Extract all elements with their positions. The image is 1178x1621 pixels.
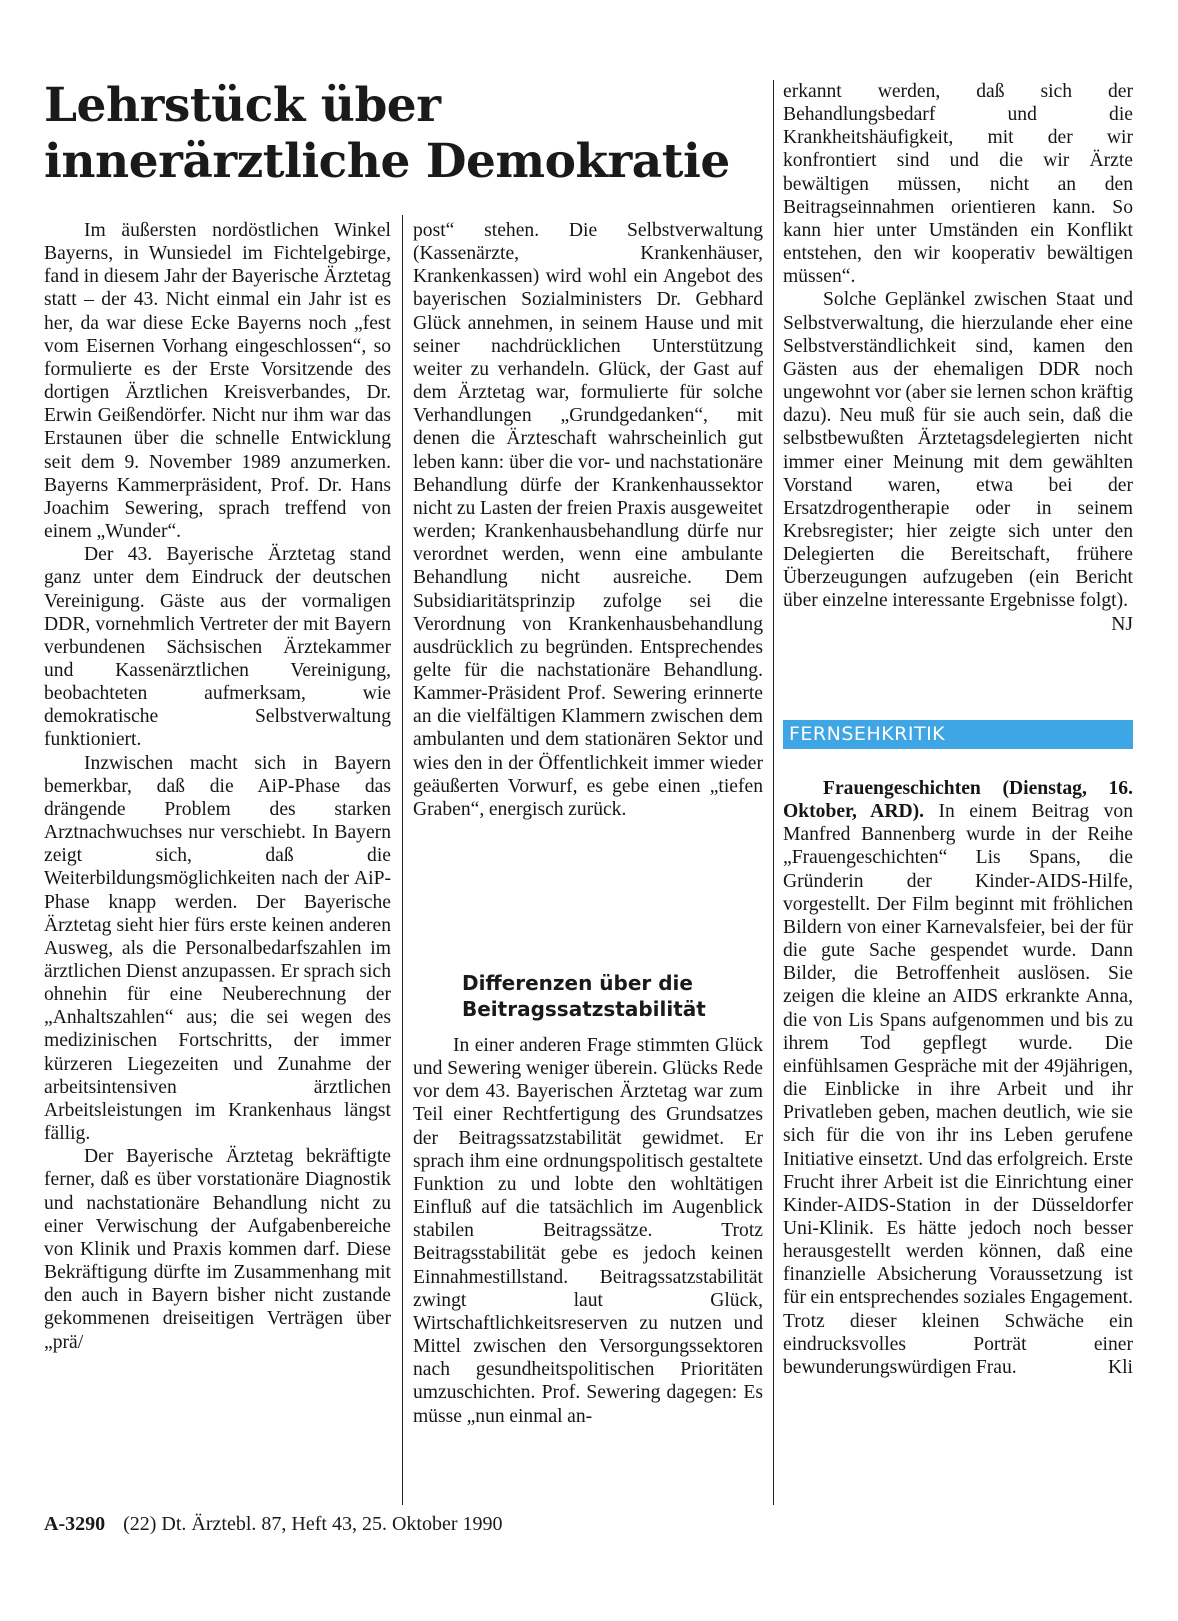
review-signature: Kli bbox=[1107, 1356, 1133, 1378]
paragraph: Im äußersten nordöstlichen Winkel Bayerns, in Wunsiedel im Fichtelgebirge, fand in diesem Jahr der Bayerische Ärztetag statt – der 43. Nicht einmal ein Jahr ist es her, da war diese Ecke Bayerns noch „fest vom Eisernen Vorhang eingeschlossen“, so formulierte es der Erste Vorsitzende des dortigen Ärztlichen Kreisverbandes, Dr. Erwin Geißendörfer. Nicht nur ihm war das Erstaunen über die schnelle Entwicklung seit dem 9. November 1989 anzumerken. Bayerns Kammerpräsident, Prof. Dr. Hans Joachim Sewering, sprach treffend von einem „Wunder“. bbox=[44, 220, 391, 543]
section-label: FERNSEHKRITIK bbox=[789, 723, 946, 745]
section-banner bbox=[783, 720, 1133, 749]
review-body: In einem Beitrag von Manfred Bannenberg wurde in der Reihe „Frauengeschichten“ Lis Spans, die Gründerin der Kinder-AIDS-Hilfe, vorgestellt. Der Film beginnt mit fröhlichen Bildern von einer Karnevalsfeier, bei der für die gute Sache gespendet wurde. Dann Bilder, die Betroffenheit auslösen. Sie zeigen die kleine an AIDS erkrankte Anna, die von Lis Spans aufgenommen und bis zu ihrem Tod gepflegt wurde. Die einfühlsamen Gespräche mit der 49jährigen, die Einblicke in ihre Arbeit und ihr Privatleben geben, machen deutlich, wie sie sich für die von ihr ins Leben gerufene Initiative einsetzt. Und das erfolgreich. Erste Frucht ihrer Arbeit ist die Einrichtung einer Kinder-AIDS-Station in der Düsseldorfer Uni-Klinik. Es hätte jedoch noch besser herausgestellt werden können, daß eine finanzielle Absicherung Voraussetzung ist für ein entsprechendes soziales Engagement. Trotz dieser kleinen Schwäche ein eindrucksvolles Porträt einer bewunderungswürdigen Frau. bbox=[783, 801, 1133, 1378]
article-column-2 bbox=[413, 219, 763, 821]
tv-review bbox=[783, 777, 1133, 1379]
article-headline: Lehrstück über innerärztliche Demokratie bbox=[44, 78, 730, 189]
paragraph: Der 43. Bayerische Ärztetag stand ganz unter dem Eindruck der deutschen Vereinigung. Gäste aus der vormaligen DDR, vornehmlich Vertreter der mit Bayern verbundenen Sächsischen Ärztekammer und Kassenärztlichen Vereinigung, beobachteten aufmerksam, wie demokratische Selbstverwaltung funktioniert. bbox=[44, 544, 391, 751]
review-lead: Frauengeschichten (Dienstag, 16. Oktober, ARD). bbox=[783, 778, 1133, 823]
paragraph bbox=[783, 777, 1133, 1379]
paragraph: Inzwischen macht sich in Bayern bemerkbar, daß die AiP-Phase das drängende Problem des starken Arztnachwuchses nur verschiebt. In Bayern zeigt sich, daß die Weiterbildungsmöglichkeiten nach der AiP-Phase knapp werden. Der Bayerische Ärztetag sieht hier fürs erste keinen anderen Ausweg, als die Personalbedarfszahlen im ärztlichen Dienst anzupassen. Er sprach sich ohnehin für eine Neuberechnung der „Anhaltszahlen“ aus; die sei wegen des medizinischen Fortschritts, der immer kürzeren Liegezeiten und Zunahme der arbeitsintensiven ärztlichen Arbeitsleistungen im Krankenhaus längst fällig. bbox=[44, 752, 391, 1145]
paragraph-text: Solche Geplänkel zwischen Staat und Selbstverwaltung, die hierzulande eher eine Selbstverständlichkeit sind, kamen den Gästen aus der ehemaligen DDR noch ungewohnt vor (aber sie lernen schon kräftig dazu). Neu muß für sie auch sein, daß die selbstbewußten Ärztetagsdelegierten nicht immer einer Meinung mit dem gewählten Vorstand waren, etwa bei der Ersatzdrogentherapie oder in seinem Krebsregister; hier zeigte sich unter den Delegierten die Bereitschaft, frühere Überzeugungen aufzugeben (ein Bericht über einzelne interessante Ergebnisse folgt). bbox=[783, 289, 1133, 612]
paragraph: In einer anderen Frage stimmten Glück und Sewering weniger überein. Glücks Rede vor dem 43. Bayerischen Ärztetag war zum Teil einer Rechtfertigung des Grundsatzes der Beitragssatzstabilität gewidmet. Er sprach ihm eine ordnungspolitisch gestaltete Funktion zu und lobte den wohltätigen Einfluß auf die tatsächlich im Augenblick stabilen Beitragssätze. Trotz Beitragsstabilität gebe es jedoch keinen Einnahmestillstand. Beitragssatzstabilität zwingt laut Glück, Wirtschaftlichkeitsreserven zu nutzen und Mittel zwischen den Versorgungssektoren nach gesundheitspolitischen Prioritäten umzuschichten. Prof. Sewering dagegen: Es müsse „nun einmal an- bbox=[413, 1035, 763, 1427]
paragraph: Der Bayerische Ärztetag bekräftigte ferner, daß es über vorstationäre Diagnostik und nachstationäre Behandlung nicht zu einer Verwischung der Aufgabenbereiche von Klinik und Praxis kommen darf. Diese Bekräftigung dürfte im Zusammenhang mit den auch in Bayern bisher nicht zustande gekommenen dreiseitigen Verträgen über „prä/ bbox=[44, 1146, 391, 1353]
page-footer bbox=[44, 1512, 502, 1536]
paragraph: post“ stehen. Die Selbstverwaltung (Kassenärzte, Krankenhäuser, Krankenkassen) wird wohl ein Angebot des bayerischen Sozialministers Dr. Gebhard Glück annehmen, in seinem Hause und mit seiner nachdrücklichen Unterstützung weiter zu verhandeln. Glück, der Gast auf dem Ärztetag war, formulierte für solche Verhandlungen „Grundgedanken“, mit denen die Ärzteschaft wahrscheinlich gut leben kann: über die vor- und nachstationäre Behandlung dürfe der Krankenhaussektor nicht zu Lasten der freien Praxis ausgeweitet werden; Krankenhausbehandlung dürfe nur verordnet werden, wenn eine ambulante Behandlung nicht ausreiche. Dem Subsidiaritätsprinzip zufolge sei die Verordnung von Krankenhausbehandlung ausdrücklich zu begründen. Entsprechendes gelte für die nachstationäre Behandlung. Kammer-Präsident Prof. Sewering erinnerte an die vielfältigen Klammern zwischen dem ambulanten und dem stationären Sektor und wies den in der Öffentlichkeit immer wieder geäußerten Vorwurf, es gebe einen „tiefen Graben“, energisch zurück. bbox=[413, 220, 763, 820]
paragraph bbox=[783, 288, 1133, 635]
article-column-3 bbox=[783, 80, 1133, 636]
column-divider bbox=[402, 215, 403, 1505]
column-divider bbox=[773, 80, 774, 1505]
article-column-1 bbox=[44, 219, 391, 1354]
article-subheading: Differenzen über die Beitragssatzstabilität bbox=[462, 971, 706, 1021]
author-signature: NJ bbox=[1111, 613, 1133, 635]
citation: (22) Dt. Ärztebl. 87, Heft 43, 25. Oktober 1990 bbox=[123, 1513, 503, 1535]
article-column-2-continued bbox=[413, 1034, 763, 1428]
page-number: A-3290 bbox=[44, 1513, 106, 1535]
paragraph: erkannt werden, daß sich der Behandlungsbedarf und die Krankheitshäufigkeit, mit der wir konfrontiert sind und die wir Ärzte bewältigen müssen, nicht an den Beitragseinnahmen orientieren kann. So kann hier unter Umständen ein Konflikt entstehen, den wir kooperativ bewältigen müssen“. bbox=[783, 81, 1133, 288]
